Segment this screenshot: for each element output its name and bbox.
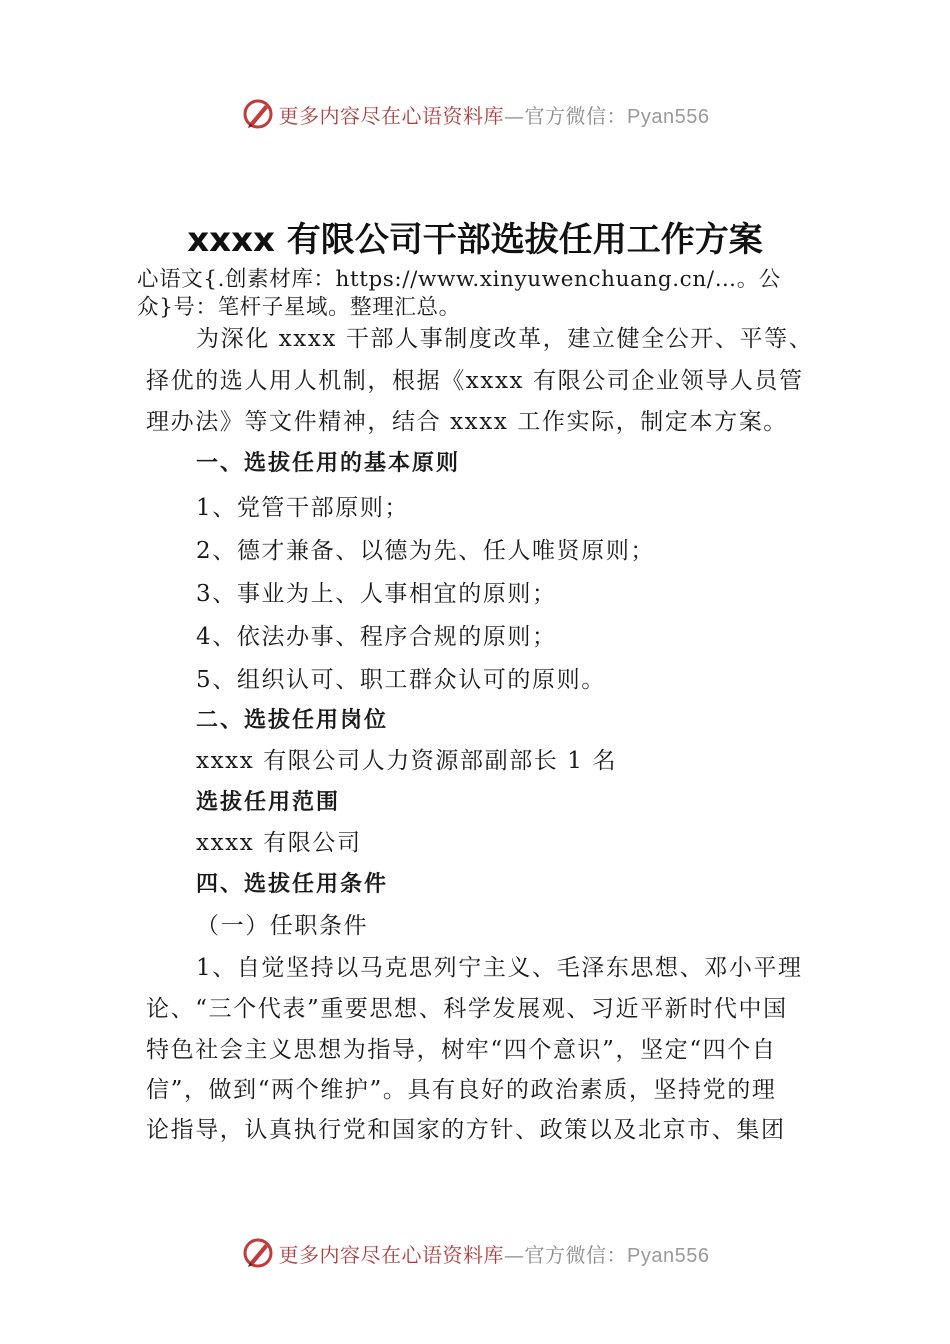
pen-logo-icon — [241, 1236, 275, 1270]
principle-item-4: 4、依法办事、程序合规的原则； — [196, 624, 557, 650]
header-banner-text — [279, 100, 710, 129]
footer-lead: 更多内容尽在心语资料库 — [278, 1242, 505, 1267]
intro-line-1: 为深化 xxxx 干部人事制度改革，建立健全公开、平等、 — [196, 326, 814, 352]
condition-1-line-3: 特色社会主义思想为指导，树牢“四个意识”，坚定“四个自 — [146, 1037, 777, 1063]
subsection-1-heading: （一）任职条件 — [196, 913, 369, 939]
scope-text: xxxx 有限公司 — [196, 830, 362, 856]
condition-1-line-1: 1、自觉坚持以马克思列宁主义、毛泽东思想、邓小平理 — [196, 955, 803, 981]
source-note-line-1: 心语文{.创素材库：https://www.xinyuwenchuang.cn/…。公 — [137, 267, 781, 292]
section-2-heading: 二、选拔任用岗位 — [196, 708, 389, 733]
header-tail: —官方微信： — [504, 103, 628, 128]
condition-1-line-2: 论、“三个代表”重要思想、科学发展观、习近平新时代中国 — [146, 996, 788, 1022]
position-text: xxxx 有限公司人力资源部副部长 1 名 — [196, 748, 618, 774]
document-title: xxxx 有限公司干部选拔任用工作方案 — [187, 220, 763, 260]
condition-1-line-4: 信”，做到“两个维护”。具有良好的政治素质，坚持党的理 — [146, 1077, 777, 1103]
principle-item-3: 3、事业为上、人事相宜的原则； — [196, 581, 557, 607]
principle-item-2: 2、德才兼备、以德为先、任人唯贤原则； — [196, 538, 656, 564]
source-note-line-2: 众}号：笔杆子星域。整理汇总。 — [137, 295, 461, 320]
intro-line-3: 理办法》等文件精神，结合 xxxx 工作实际，制定本方案。 — [146, 409, 788, 435]
footer-tail: —官方微信： — [504, 1242, 628, 1267]
principle-item-1: 1、党管干部原则； — [196, 495, 410, 521]
pen-logo-icon — [241, 97, 275, 131]
section-3-heading: 选拔任用范围 — [196, 790, 341, 815]
footer-banner-text — [279, 1239, 710, 1268]
header-handle: Pyan556 — [627, 105, 710, 128]
section-1-heading: 一、选拔任用的基本原则 — [196, 451, 461, 476]
principle-item-5: 5、组织认可、职工群众认可的原则。 — [196, 667, 606, 693]
header-lead: 更多内容尽在心语资料库 — [278, 103, 505, 128]
intro-line-2: 择优的选人用人机制，根据《xxxx 有限公司企业领导人员管 — [146, 368, 804, 394]
section-4-heading: 四、选拔任用条件 — [196, 872, 389, 897]
footer-handle: Pyan556 — [627, 1244, 710, 1267]
header-banner — [0, 94, 950, 134]
footer-banner — [0, 1233, 950, 1273]
condition-1-line-5: 论指导，认真执行党和国家的方针、政策以及北京市、集团 — [146, 1117, 786, 1143]
